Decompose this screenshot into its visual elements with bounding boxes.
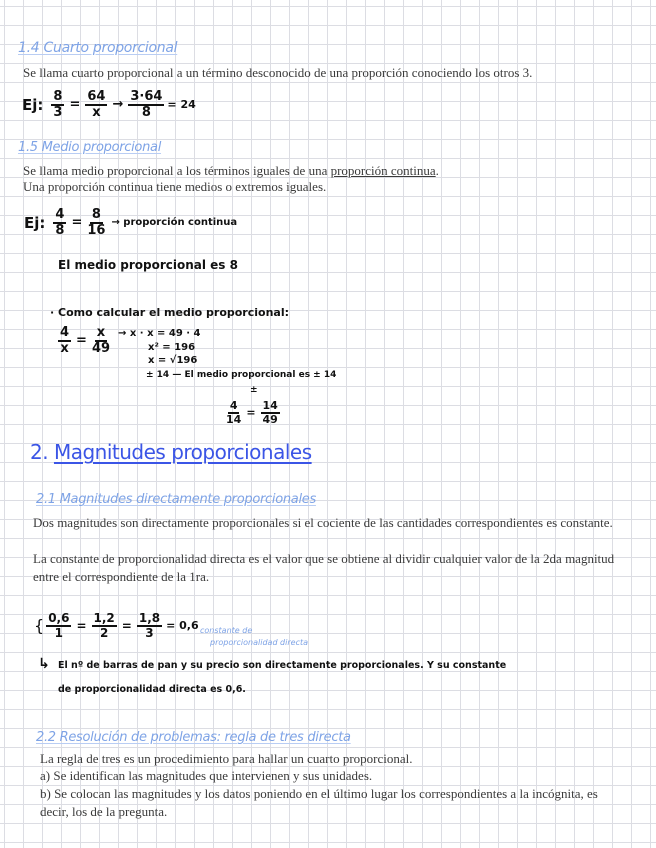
- calc-step-1: → x · x = 49 · 4: [118, 328, 201, 339]
- heading-2-1: 2.1 Magnitudes directamente proporcionales: [36, 492, 316, 507]
- how-title: · Como calcular el medio proporcional:: [50, 306, 289, 319]
- conclusion-line-1: El nº de barras de pan y su precio son directamente proporcionales. Y su constante: [58, 660, 507, 671]
- medio-result: El medio proporcional es 8: [58, 258, 238, 272]
- fraction: $\frac{4}{14}$: [226, 399, 242, 426]
- paragraph-step-b: b) Se colocan las magnitudes y los datos poniendo en el último lugar los correspondientes a la incógnita, es decir, los de la pregunta.: [40, 786, 598, 819]
- paragraph-constante: La constante de proporcionalidad directa es el valor que se obtiene al dividir cualquier valor de la 2da magnitud entre el correspondiente de la 1ra.: [33, 551, 615, 584]
- fraction: $\frac{1,2}{2}$: [93, 611, 115, 640]
- verify-equation: $\frac{4}{14}$ = $\frac{14}{49}$: [226, 399, 278, 426]
- const-note-1: constante de: [200, 626, 253, 635]
- fraction: $\frac{14}{49}$: [262, 399, 278, 426]
- fraction: $\frac{x}{49}$: [91, 325, 111, 356]
- text-proporcion-continua: Una proporción continua tiene medios o extremos iguales.: [23, 179, 327, 194]
- fraction: $\frac{3\cdot 64}{8}$: [130, 89, 163, 120]
- heading-2: 2. Magnitudes proporcionales: [30, 440, 312, 464]
- plus-minus: ±: [250, 385, 258, 395]
- text-cuarto-proporcional: Se llama cuarto proporcional a un término desconocido de una proporción conociendo los otros 3.: [23, 65, 533, 80]
- fraction: $\frac{1,8}{3}$: [138, 611, 161, 640]
- const-note-2: proporcionalidad directa: [210, 638, 309, 647]
- example-medio: Ej: $\frac{4}{8}$ = $\frac{8}{16}$ → proporción continua: [24, 207, 238, 238]
- conclusion-line-2: de proporcionalidad directa es 0,6.: [58, 684, 246, 695]
- link-proporcion-continua: proporción continua: [330, 163, 436, 178]
- paragraph-regla: La regla de tres es un procedimiento para hallar un cuarto proporcional.: [40, 751, 413, 766]
- fraction: $\frac{0,6}{1}$: [48, 611, 70, 640]
- paragraph-step-a: a) Se identifican las magnitudes que intervienen y sus unidades.: [40, 768, 373, 783]
- example-constante: { $\frac{0,6}{1}$ = $\frac{1,2}{2}$ = $\frac{1,8}{3}$ = 0,6: [34, 611, 199, 640]
- fraction: $\frac{64}{x}$: [87, 89, 106, 120]
- heading-1-5: 1.5 Medio proporcional: [18, 140, 162, 155]
- arrow-hook-icon: ↳: [38, 656, 50, 672]
- ex-label: Ej:: [22, 95, 44, 114]
- calc-step-3: x = √196: [148, 355, 198, 366]
- calc-step-2: x² = 196: [148, 342, 196, 353]
- example-cuarto: Ej: $\frac{8}{3}$ = $\frac{64}{x}$ → $\frac{3\cdot 64}{8}$ = 24: [22, 89, 196, 120]
- calc-step-4: ± 14 — El medio proporcional es ± 14: [146, 370, 337, 380]
- fraction: $\frac{4}{x}$: [60, 325, 70, 356]
- fraction: $\frac{4}{8}$: [55, 207, 65, 238]
- paragraph-definition: Dos magnitudes son directamente proporcionales si el cociente de las cantidades correspondientes es constante.: [33, 515, 613, 530]
- calc-equation: $\frac{4}{x}$ = $\frac{x}{49}$: [60, 325, 111, 356]
- fraction: $\frac{8}{16}$: [87, 207, 106, 238]
- text-medio-proporcional: Se llama medio proporcional a los términos iguales de una proporción continua.: [23, 163, 439, 178]
- heading-1-4: 1.4 Cuarto proporcional: [18, 40, 178, 56]
- fraction: $\frac{8}{3}$: [53, 89, 63, 120]
- heading-2-2: 2.2 Resolución de problemas: regla de tres directa: [36, 730, 351, 745]
